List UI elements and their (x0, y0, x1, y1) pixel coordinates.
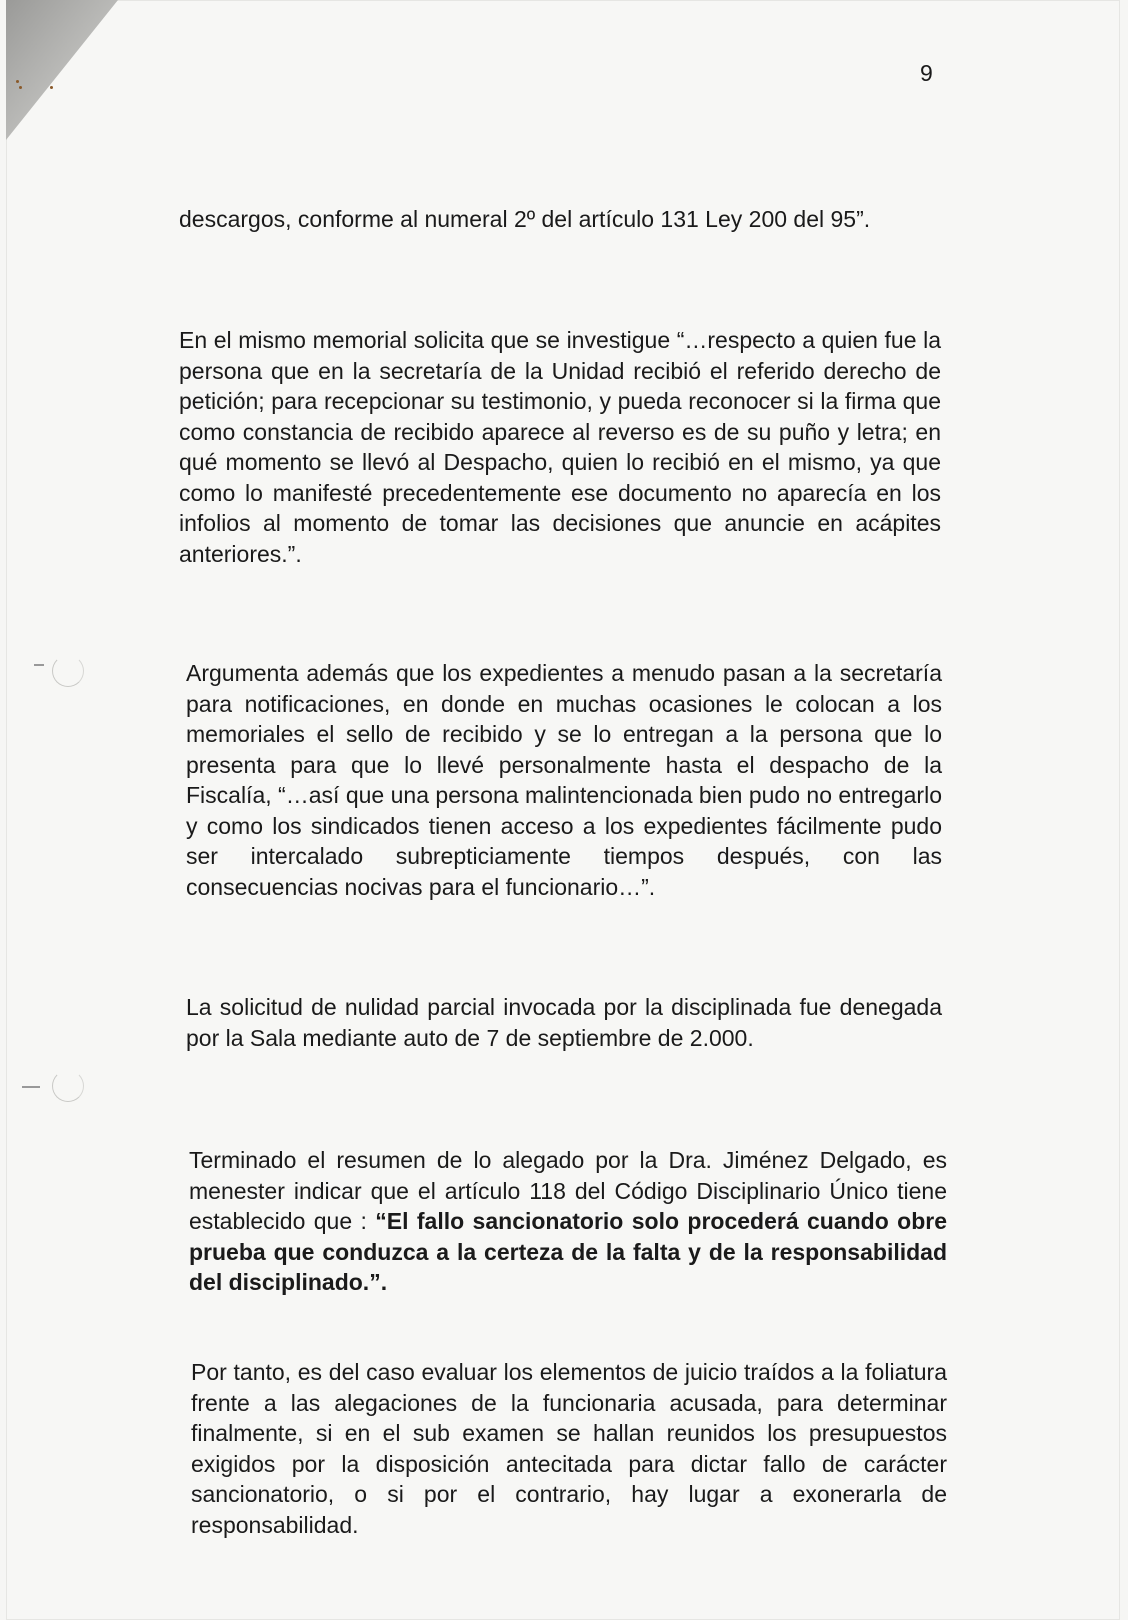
mark (34, 664, 44, 666)
document-page (6, 0, 1120, 1620)
paragraph-5 (189, 1145, 947, 1298)
paragraph-3: Argumenta además que los expedientes a menudo pasan a la secretaría para notificaciones, en donde en muchas ocasiones le colocan a los memoriales el sello de recibido y se lo entregan a la persona que lo presenta para que lo llevé personalmente hasta el despacho de la Fiscalía, “…así que una persona malintencionada bien pudo no entregarlo y como los sindicados tienen acceso a los expedientes fácilmente pudo ser intercalado subrepticiamente tiempos después, con las consecuencias nocivas para el funcionario…”. (186, 660, 942, 900)
paragraph-2: En el mismo memorial solicita que se investigue “…respecto a quien fue la persona que en la secretaría de la Unidad recibió el referido derecho de petición; para recepcionar su testimonio, y pueda reconocer si la firma que como constancia de recibido aparece al reverso es de su puño y letra; en qué momento se llevó al Despacho, quien lo recibió en el mismo, ya que como lo manifesté precedentemente ese documento no aparecía en los infolios al momento de tomar las decisiones que anuncie en acápites anteriores.”. (179, 327, 941, 567)
speck (16, 80, 19, 83)
quoted-article-118: “El fallo sancionatorio solo procederá cuando obre prueba que conduzca a la certeza de la falta y de la responsabilidad del disciplinado.”. (189, 1208, 948, 1295)
punch-hole (52, 655, 84, 687)
speck (19, 86, 22, 89)
mark (22, 1086, 40, 1088)
page-number: 9 (920, 60, 933, 86)
speck (50, 86, 53, 89)
paragraph-4: La solicitud de nulidad parcial invocada por la disciplinada fue denegada por la Sala mediante auto de 7 de septiembre de 2.000. (186, 994, 942, 1051)
folded-corner-shadow (6, 0, 136, 150)
paragraph-1: descargos, conforme al numeral 2º del artículo 131 Ley 200 del 95”. (179, 206, 871, 232)
paragraph-5-intro: Terminado el resumen de lo alegado por la Dra. Jiménez Delgado, es menester indicar que el artículo 118 del Código Disciplinario Único tiene establecido que : (189, 1147, 947, 1234)
punch-hole (52, 1070, 84, 1102)
paragraph-6: Por tanto, es del caso evaluar los elementos de juicio traídos a la foliatura frente a las alegaciones de la funcionaria acusada, para determinar finalmente, si en el sub examen se hallan reunidos los presupuestos exigidos por la disposición antecitada para dictar fallo de carácter sancionatorio, o si por el contrario, hay lugar a exonerarla de responsabilidad. (191, 1359, 947, 1538)
